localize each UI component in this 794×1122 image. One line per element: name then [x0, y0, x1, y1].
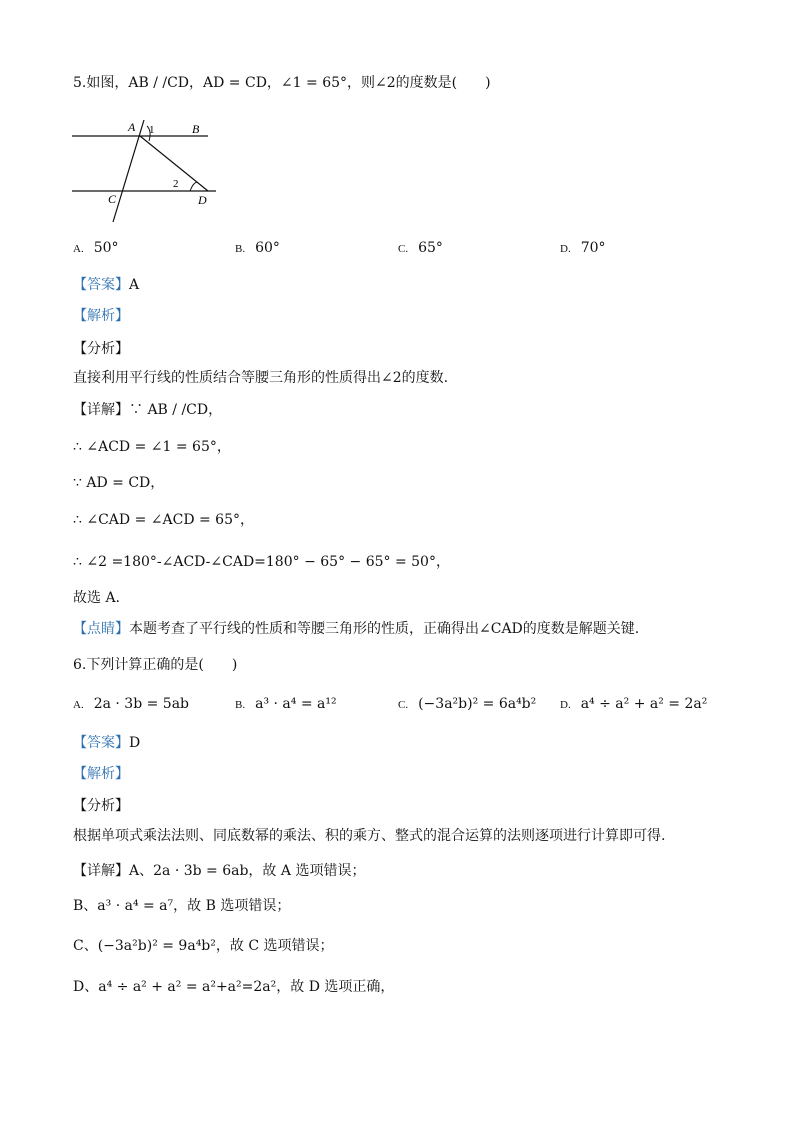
label-C: C — [108, 192, 117, 206]
option-value: a³ · a⁴ = a¹² — [255, 696, 337, 712]
option-value: 50° — [93, 240, 119, 256]
detail-line: ∵ AB / /CD， — [129, 402, 223, 418]
comment-tag: 【点睛】 — [73, 621, 129, 637]
q5-conclusion: 故选 A. — [73, 590, 121, 606]
q6-detail-line: D、a⁴ ÷ a² + a² = a²+a²=2a²，故 D 选项正确， — [73, 979, 395, 995]
q5-detail-line: ∴ ∠ACD = ∠1 = 65°， — [73, 439, 231, 455]
q6-fenxi-tag: 【分析】 — [73, 798, 129, 814]
q6-detail-first — [73, 861, 365, 881]
label-D: D — [198, 193, 207, 207]
q5-title: 5.如图，AB / /CD，AD = CD，∠1 = 65°，则∠2的度数是( ) — [73, 75, 491, 91]
answer-value: D — [129, 735, 141, 751]
q6-option-a[interactable] — [73, 696, 189, 712]
detail-tag: 【详解】 — [73, 863, 129, 879]
option-value: 2a · 3b = 5ab — [93, 696, 190, 712]
q6-detail-line: B、a³ · a⁴ = a⁷，故 B 选项错误； — [73, 898, 291, 914]
q6-jiexi-tag: 【解析】 — [73, 766, 129, 782]
q5-figure — [68, 112, 228, 222]
detail-line: A、2a · 3b = 6ab，故 A 选项错误； — [129, 863, 366, 879]
q5-answer — [73, 275, 139, 295]
q5-fenxi-tag: 【分析】 — [73, 341, 129, 357]
q6-options — [73, 696, 753, 720]
answer-tag: 【答案】 — [73, 277, 129, 293]
option-value: (−3a²b)² = 6a⁴b² — [418, 696, 537, 712]
q5-option-a[interactable] — [73, 240, 119, 256]
option-value: 70° — [580, 240, 606, 256]
label-2: 2 — [173, 178, 179, 190]
q5-fenxi-text: 直接利用平行线的性质结合等腰三角形的性质得出∠2的度数. — [73, 370, 449, 386]
q5-comment — [73, 619, 639, 639]
option-letter: D. — [560, 699, 571, 711]
option-value: 65° — [418, 240, 443, 256]
q5-option-c[interactable] — [398, 240, 443, 256]
q5-detail-line: ∴ ∠2 =180°-∠ACD-∠CAD=180° − 65° − 65° = 50°， — [73, 554, 450, 570]
q6-title: 6.下列计算正确的是( ) — [73, 657, 238, 673]
label-1: 1 — [149, 124, 155, 136]
option-value: a⁴ ÷ a² + a² = 2a² — [580, 696, 708, 712]
q5-detail-line: ∵ AD = CD， — [73, 475, 165, 491]
option-letter: B. — [235, 699, 246, 711]
option-letter: A. — [73, 699, 84, 711]
q5-option-d[interactable] — [560, 240, 606, 256]
q6-option-b[interactable] — [235, 696, 337, 712]
q6-answer — [73, 733, 140, 753]
q6-option-d[interactable] — [560, 696, 707, 712]
option-letter: B. — [235, 243, 246, 255]
q5-detail-first — [73, 400, 222, 420]
q5-detail-line: ∴ ∠CAD = ∠ACD = 65°， — [73, 512, 254, 528]
label-B: B — [192, 122, 200, 136]
q6-fenxi-text: 根据单项式乘法法则、同底数幂的乘法、积的乘方、整式的混合运算的法则逐项进行计算即可得. — [73, 828, 666, 844]
q5-jiexi-tag: 【解析】 — [73, 308, 129, 324]
option-letter: C. — [398, 243, 409, 255]
detail-tag: 【详解】 — [73, 402, 129, 418]
q5-options — [73, 240, 753, 264]
answer-value: A — [129, 277, 140, 293]
option-letter: A. — [73, 243, 84, 255]
label-A: A — [128, 120, 136, 134]
q5-option-b[interactable] — [235, 240, 280, 256]
option-letter: D. — [560, 243, 571, 255]
q6-detail-line: C、(−3a²b)² = 9a⁴b²，故 C 选项错误； — [73, 938, 334, 954]
option-value: 60° — [255, 240, 280, 256]
comment-text: 本题考查了平行线的性质和等腰三角形的性质，正确得出∠CAD的度数是解题关键. — [129, 621, 640, 637]
answer-tag: 【答案】 — [73, 735, 129, 751]
option-letter: C. — [398, 699, 409, 711]
q6-option-c[interactable] — [398, 696, 536, 712]
